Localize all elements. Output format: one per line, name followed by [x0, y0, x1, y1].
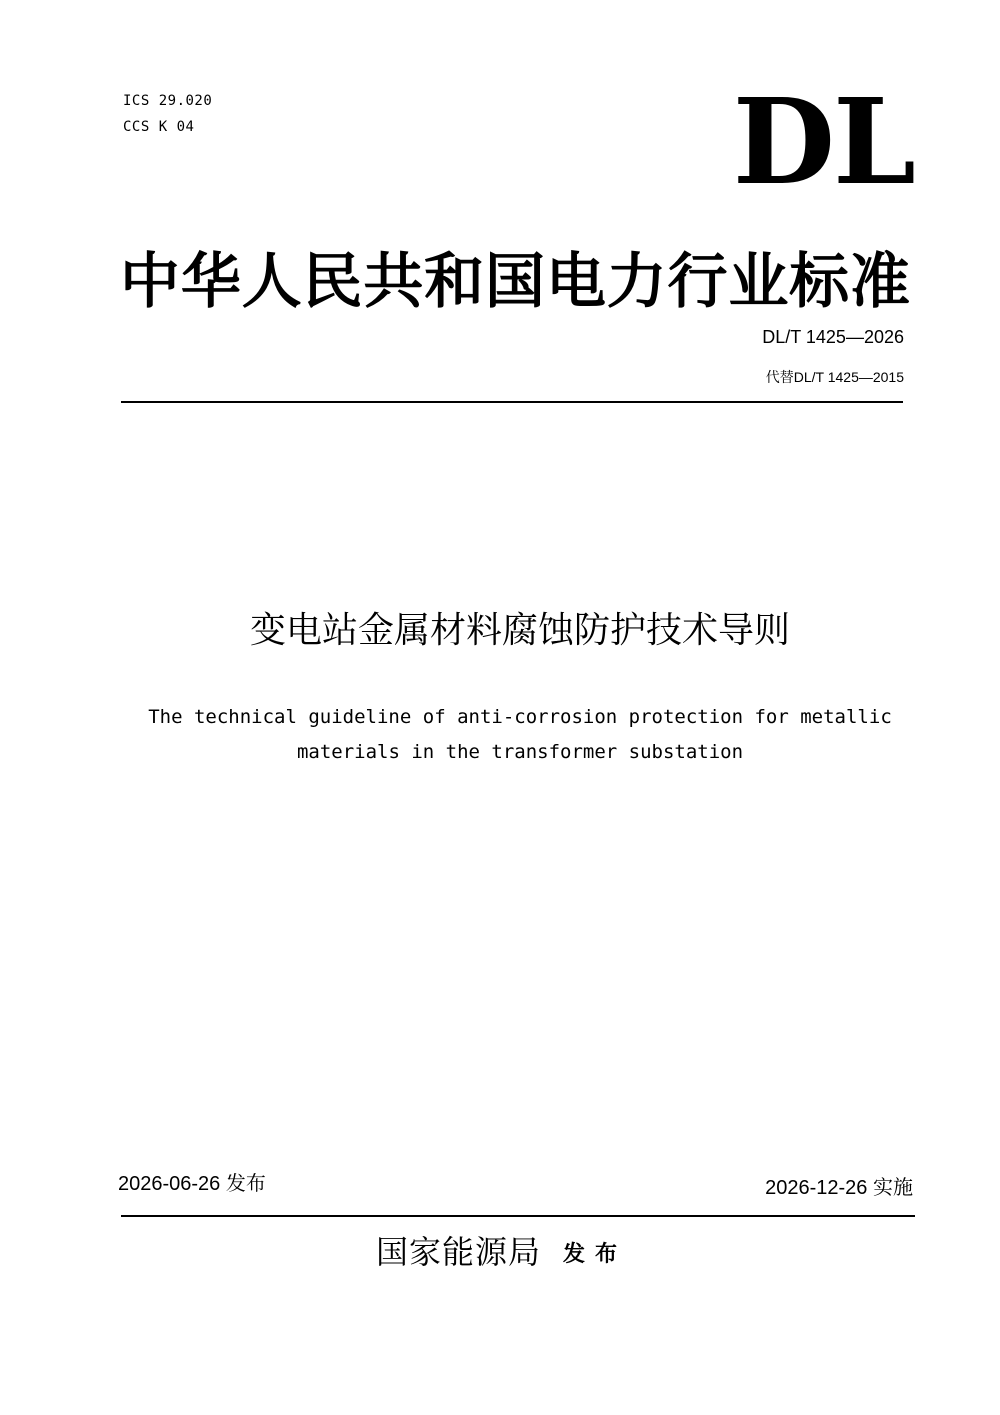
document-title-en-line2: materials in the transformer substation	[296, 741, 744, 763]
standard-category-title: 中华人民共和国电力行业标准	[120, 247, 910, 317]
publisher	[376, 1228, 627, 1279]
document-title-zh: 变电站金属材料腐蚀防护技术导则	[249, 610, 790, 651]
dl-logo: DL	[732, 72, 914, 211]
ccs-code: CCS K 04	[123, 119, 195, 135]
implementation-date: 2026-12-26 实施	[765, 1177, 913, 1199]
document-title-en-line1: The technical guideline of anti-corrosion protection for metallic	[148, 706, 892, 728]
issue-date: 2026-06-26 发布	[118, 1173, 266, 1195]
header-divider	[121, 401, 903, 403]
footer-divider	[121, 1215, 915, 1217]
standard-code: DL/T 1425—2026	[762, 327, 904, 347]
publisher-name: 国家能源局	[376, 1233, 542, 1271]
ics-code: ICS 29.020	[123, 93, 213, 109]
replaces-standard: 代替DL/T 1425—2015	[765, 369, 904, 385]
publisher-suffix: 发布	[563, 1242, 628, 1267]
